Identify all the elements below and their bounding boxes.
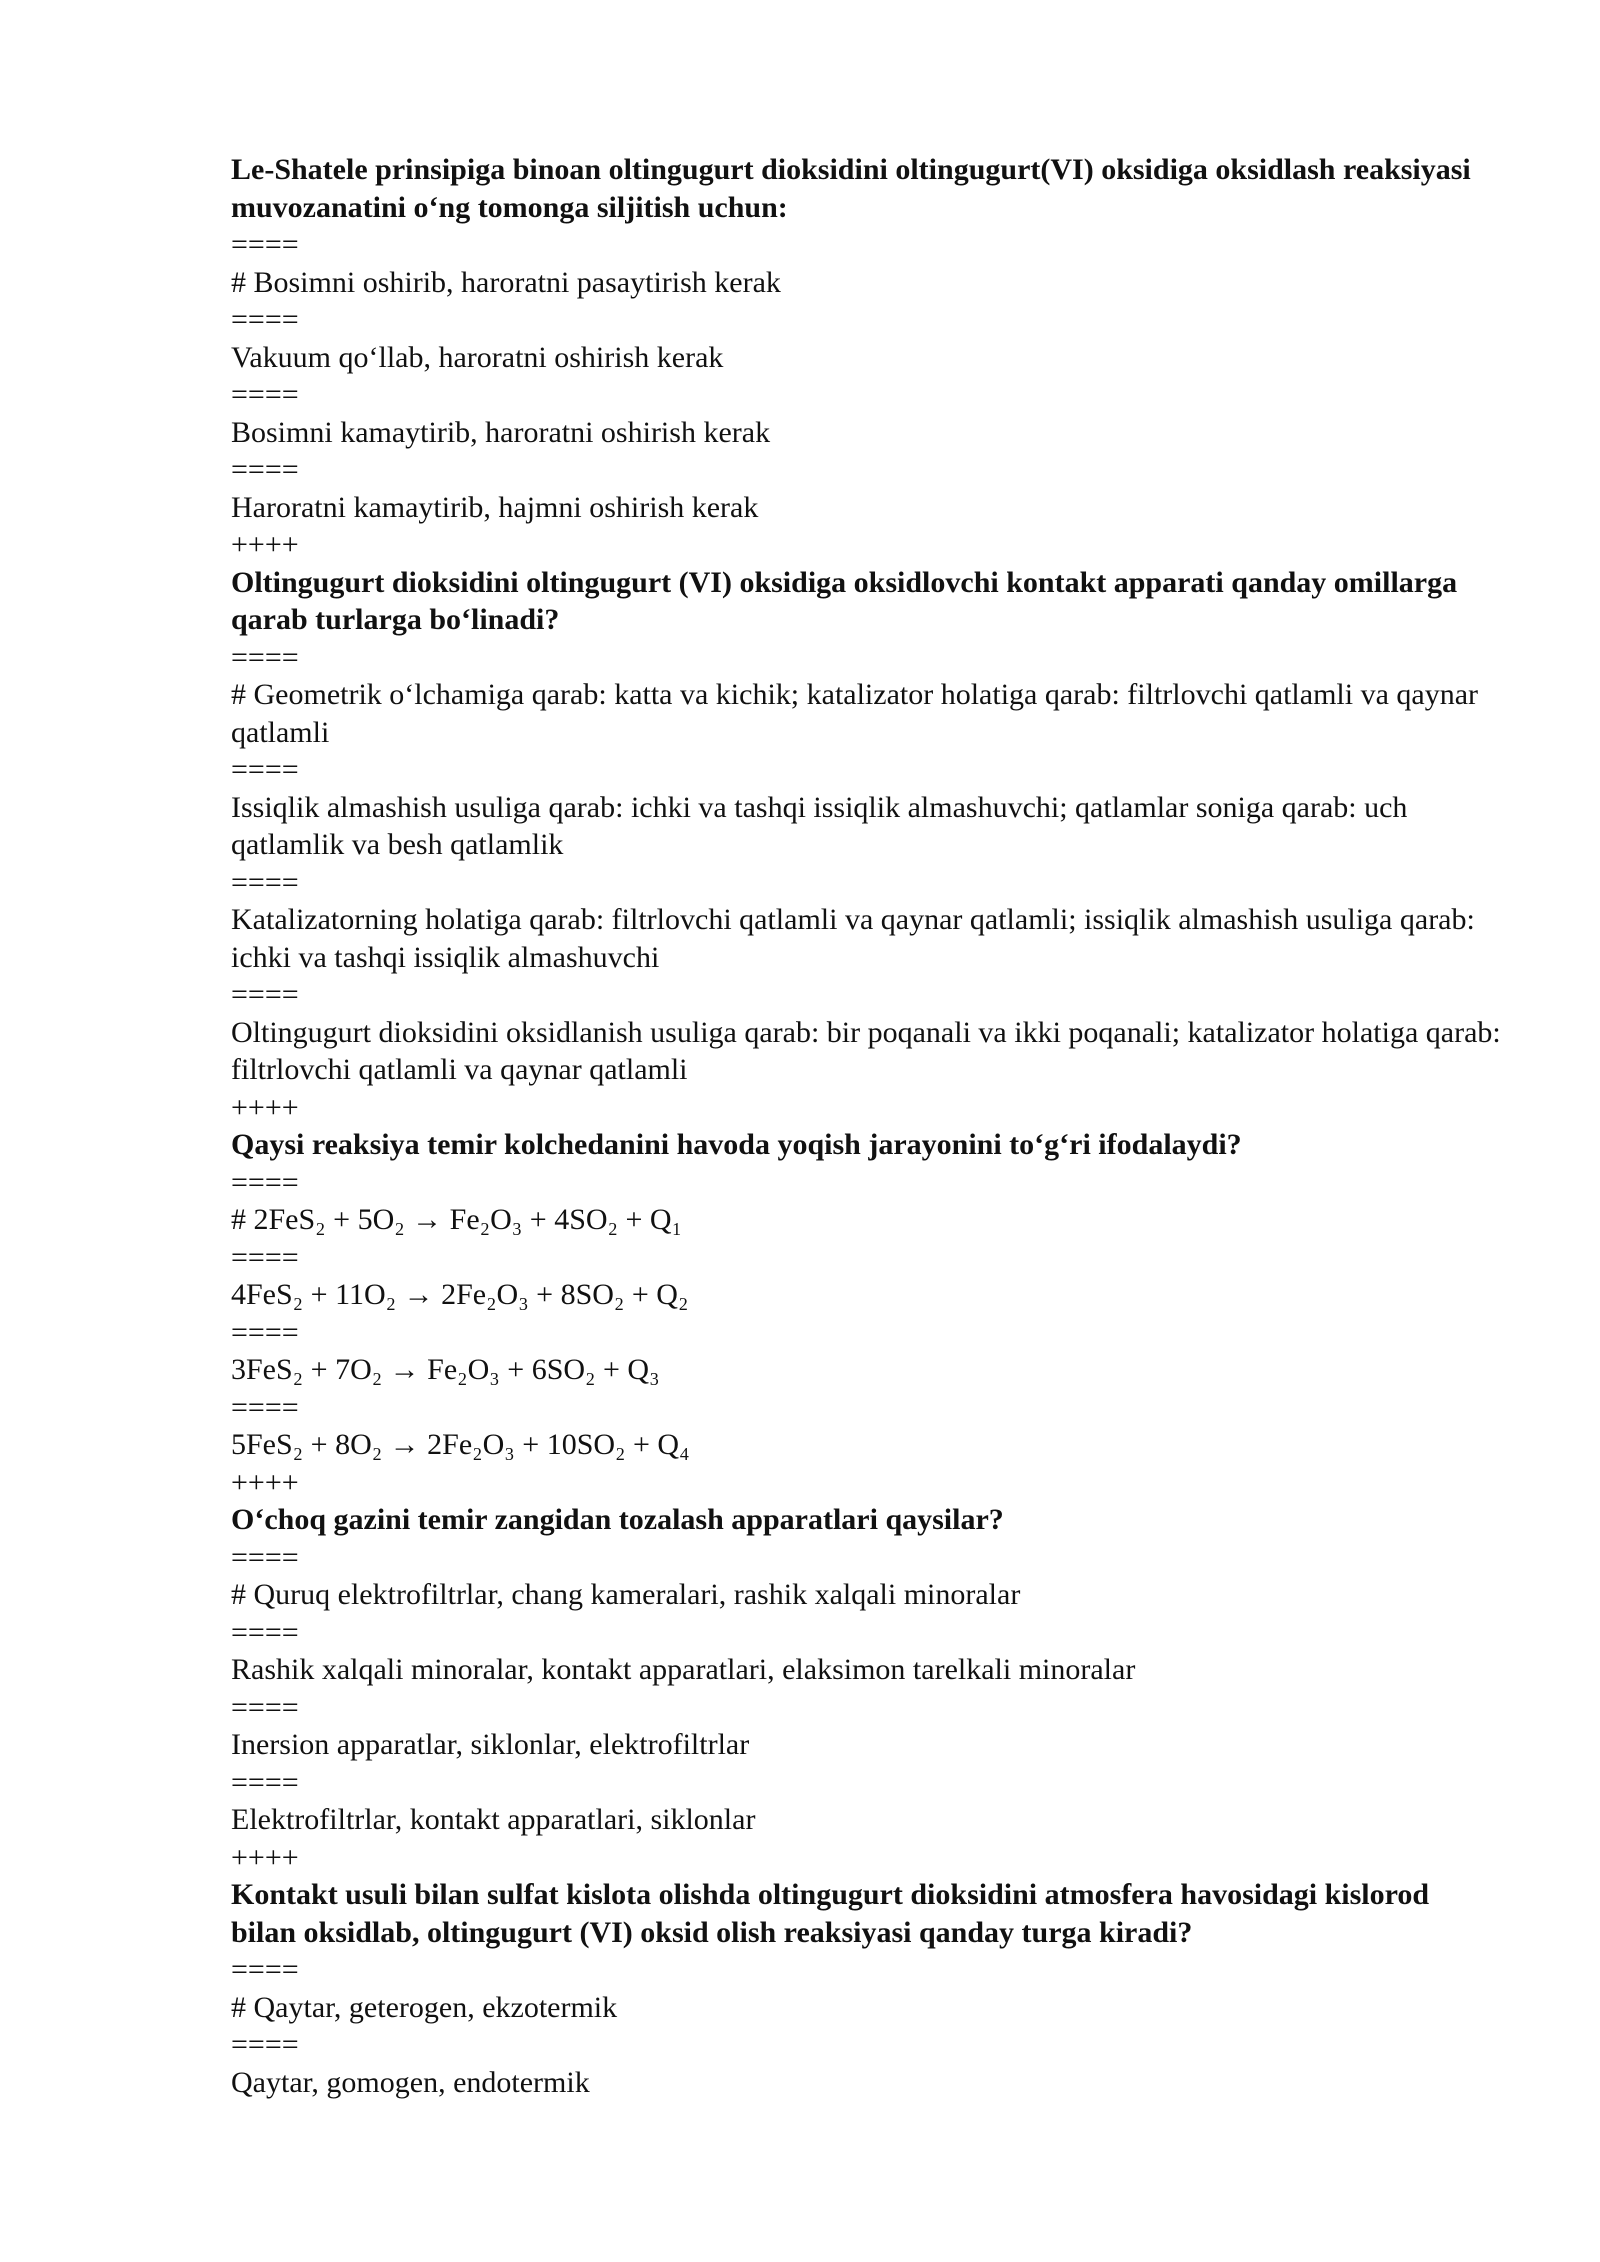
option-separator: ==== (231, 228, 299, 261)
option-separator: ==== (231, 453, 299, 486)
answer-option: 3FeS₂ + 7O₂ → Fe₂O₃ + 6SO₂ + Q₃ (231, 1353, 660, 1386)
answer-option-correct: # 2FeS₂ + 5O₂ → Fe₂O₃ + 4SO₂ + Q₁ (231, 1203, 683, 1236)
option-separator: ==== (231, 1165, 299, 1199)
answer-option-correct: # Qaytar, geterogen, ekzotermik (231, 1990, 618, 2024)
option-separator: ==== (231, 753, 299, 786)
answer-option: Elektrofiltrlar, kontakt apparatlari, siklonlar (231, 1803, 756, 1836)
answer-option-correct: # Quruq elektrofiltrlar, chang kameralari, rashik xalqali minoralar (231, 1578, 1021, 1611)
answer-option: Qaytar, gomogen, endotermik (231, 2065, 590, 2099)
answer-option: Haroratni kamaytirib, hajmni oshirish kerak (231, 490, 759, 524)
answer-option: 4FeS₂ + 11O₂ → 2Fe₂O₃ + 8SO₂ + Q₂ (231, 1278, 689, 1311)
question-text: Le-Shatele prinsipiga binoan oltingugurt dioksidini oltingugurt(VI) oksidiga oksidlash reaksiyasi muvozanatini o‘ng tomonga siljitish uchun: (231, 153, 1471, 224)
answer-option: 5FeS₂ + 8O₂ → 2Fe₂O₃ + 10SO₂ + Q₄ (231, 1428, 690, 1461)
option-separator: ==== (231, 978, 299, 1011)
option-separator: ==== (231, 1953, 299, 1986)
question-end-marker: ++++ (231, 1465, 299, 1499)
question-end-marker: ++++ (231, 1840, 299, 1874)
option-separator: ==== (231, 640, 299, 674)
option-separator: ==== (231, 2028, 299, 2061)
answer-option: Vakuum qo‘llab, haroratni oshirish kerak (231, 340, 724, 374)
answer-option: Rashik xalqali minoralar, kontakt apparatlari, elaksimon tarelkali minoralar (231, 1653, 1136, 1686)
answer-option-correct: # Bosimni oshirib, haroratni pasaytirish kerak (231, 265, 781, 299)
answer-option: Bosimni kamaytirib, haroratni oshirish kerak (231, 415, 771, 449)
answer-option: Katalizatorning holatiga qarab: filtrlovchi qatlamli va qaynar qatlamli; issiqlik almashish usuliga qarab: ichki va tashqi issiqlik almashuvchi (231, 903, 1475, 974)
option-separator: ==== (231, 1765, 299, 1799)
question-end-marker: ++++ (231, 528, 299, 561)
answer-option-correct: # Geometrik o‘lchamiga qarab: katta va kichik; katalizator holatiga qarab: filtrlovchi qatlamli va qaynar qatlamli (231, 678, 1479, 749)
question-text: Oltingugurt dioksidini oltingugurt (VI) oksidiga oksidlovchi kontakt apparati qanday omillarga qarab turlarga bo‘linadi? (231, 565, 1458, 636)
option-separator: ==== (231, 1540, 299, 1574)
answer-option: Inersion apparatlar, siklonlar, elektrofiltrlar (231, 1728, 750, 1761)
question-end-marker: ++++ (231, 1090, 299, 1124)
answer-option: Oltingugurt dioksidini oksidlanish usuliga qarab: bir poqanali va ikki poqanali; katalizator holatiga qarab: filtrlovchi qatlamli va qaynar qatlamli (231, 1015, 1501, 1086)
option-separator: ==== (231, 378, 299, 411)
answer-option: Issiqlik almashish usuliga qarab: ichki va tashqi issiqlik almashuvchi; qatlamlar soniga qarab: uch qatlamlik va besh qatlamlik (231, 790, 1408, 861)
option-separator: ==== (231, 1240, 299, 1274)
option-separator: ==== (231, 303, 299, 336)
question-text: O‘choq gazini temir zangidan tozalash apparatlari qaysilar? (231, 1503, 1004, 1536)
question-text: Kontakt usuli bilan sulfat kislota olishda oltingugurt dioksidini atmosfera havosidagi kislorod bilan oksidlab, oltingugurt (VI) oksid olish reaksiyasi qanday turga kiradi? (231, 1878, 1430, 1949)
option-separator: ==== (231, 1315, 299, 1349)
option-separator: ==== (231, 1690, 299, 1724)
question-text: Qaysi reaksiya temir kolchedanini havoda yoqish jarayonini to‘g‘ri ifodalaydi? (231, 1128, 1242, 1161)
option-separator: ==== (231, 1390, 299, 1424)
option-separator: ==== (231, 865, 299, 899)
option-separator: ==== (231, 1615, 299, 1649)
document-body (231, 151, 1501, 2101)
